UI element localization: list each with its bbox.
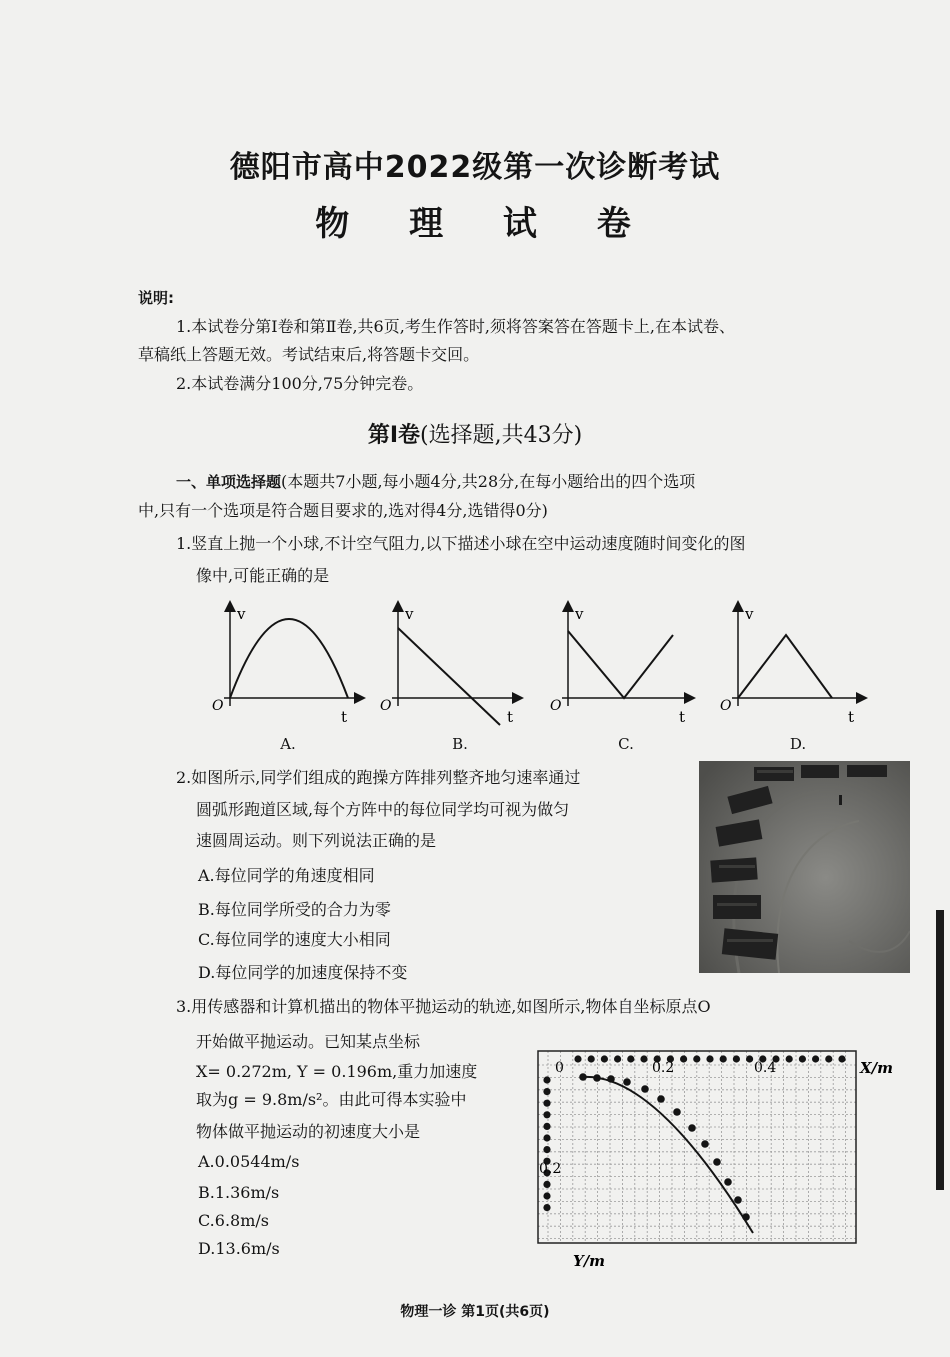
data-dot bbox=[627, 1055, 634, 1062]
q2-option-b: B.每位同学所受的合力为零 bbox=[198, 900, 391, 919]
q3-option-a: A.0.0544m/s bbox=[198, 1152, 300, 1171]
q3-line-2: 开始做平抛运动。已知某点坐标 bbox=[196, 1032, 421, 1051]
data-dot bbox=[825, 1055, 832, 1062]
q3-x-tick-0.4: 0.4 bbox=[754, 1060, 777, 1076]
q3-origin-label: 0 bbox=[555, 1060, 564, 1076]
graph-a bbox=[212, 605, 360, 726]
graph-b-line bbox=[398, 628, 500, 725]
section-heading bbox=[0, 418, 950, 449]
data-dot bbox=[693, 1055, 700, 1062]
notes-line-3: 2.本试卷满分100分,75分钟完卷。 bbox=[176, 374, 424, 393]
q1-graphs bbox=[200, 598, 900, 730]
q3-grid bbox=[538, 1051, 856, 1243]
data-dot bbox=[543, 1181, 550, 1188]
q3-x-tick-0.2: 0.2 bbox=[652, 1060, 675, 1076]
data-dot bbox=[543, 1100, 550, 1107]
exam-subtitle: 物 理 试 卷 bbox=[315, 204, 655, 244]
scan-edge-artifact bbox=[936, 910, 944, 1190]
graph-b-v-label: v bbox=[405, 605, 414, 623]
q3-line-1: 3.用传感器和计算机描出的物体平抛运动的轨迹,如图所示,物体自坐标原点O bbox=[176, 997, 711, 1016]
exam-title: 德阳市高中2022级第一次诊断考试 bbox=[229, 150, 721, 185]
data-dot bbox=[680, 1055, 687, 1062]
data-dot bbox=[614, 1055, 621, 1062]
graph-a-v-label: v bbox=[237, 605, 246, 623]
q3-option-b: B.1.36m/s bbox=[198, 1183, 280, 1202]
data-dot bbox=[641, 1085, 649, 1093]
notes-label: 说明: bbox=[138, 289, 174, 307]
data-dot bbox=[706, 1055, 713, 1062]
q1-option-a: A. bbox=[280, 735, 296, 753]
q2-line-3: 速圆周运动。则下列说法正确的是 bbox=[196, 831, 437, 850]
data-dot bbox=[724, 1178, 732, 1186]
q3-trajectory-curve bbox=[583, 1077, 753, 1233]
q3-y-axis-dots bbox=[543, 1076, 550, 1211]
section-intro-line-1 bbox=[176, 471, 695, 493]
q1-option-c: C. bbox=[618, 735, 634, 753]
q3-trajectory-dots bbox=[579, 1073, 750, 1221]
graph-d-line bbox=[738, 635, 832, 698]
data-dot bbox=[657, 1095, 665, 1103]
q2-photo-running-formation bbox=[699, 761, 910, 973]
section-title-bold: 第Ⅰ卷 bbox=[367, 423, 421, 448]
data-dot bbox=[543, 1134, 550, 1141]
data-dot bbox=[543, 1111, 550, 1118]
data-dot bbox=[623, 1078, 631, 1086]
q3-option-d: D.13.6m/s bbox=[198, 1239, 280, 1258]
data-dot bbox=[799, 1055, 806, 1062]
section-intro-text: (本题共7小题,每小题4分,共28分,在每小题给出的四个选项 bbox=[281, 472, 696, 491]
q2-option-d: D.每位同学的加速度保持不变 bbox=[198, 963, 408, 982]
q3-y-tick-0.2: 0.2 bbox=[539, 1161, 562, 1177]
q3-x-axis-dots bbox=[574, 1055, 845, 1062]
graph-c bbox=[550, 605, 690, 726]
graph-a-origin: O bbox=[212, 698, 224, 714]
data-dot bbox=[734, 1196, 742, 1204]
graph-d-v-label: v bbox=[745, 605, 754, 623]
data-dot bbox=[688, 1124, 696, 1132]
data-dot bbox=[733, 1055, 740, 1062]
graph-b-origin: O bbox=[380, 698, 392, 714]
q2-option-c: C.每位同学的速度大小相同 bbox=[198, 930, 391, 949]
q3-line-4: 取为g = 9.8m/s²。由此可得本实验中 bbox=[196, 1090, 467, 1109]
data-dot bbox=[607, 1075, 615, 1083]
q1-option-d: D. bbox=[789, 735, 807, 753]
data-dot bbox=[640, 1055, 647, 1062]
page-footer: 物理一诊 第1页(共6页) bbox=[400, 1304, 550, 1320]
q3-y-axis-label: Y/m bbox=[573, 1252, 606, 1270]
data-dot bbox=[742, 1213, 750, 1221]
data-dot bbox=[543, 1204, 550, 1211]
q3-line-3: X= 0.272m, Y = 0.196m,重力加速度 bbox=[196, 1062, 478, 1081]
notes-line-2: 草稿纸上答题无效。考试结束后,将答题卡交回。 bbox=[138, 345, 480, 364]
q3-trajectory-graph bbox=[535, 1045, 910, 1277]
graph-c-t-label: t bbox=[679, 708, 686, 726]
q2-line-1: 2.如图所示,同学们组成的跑操方阵排列整齐地匀速率通过 bbox=[176, 768, 581, 787]
data-dot bbox=[543, 1088, 550, 1095]
data-dot bbox=[588, 1055, 595, 1062]
data-dot bbox=[601, 1055, 608, 1062]
graph-d bbox=[720, 605, 862, 726]
data-dot bbox=[838, 1055, 845, 1062]
graph-d-t-label: t bbox=[848, 708, 855, 726]
data-dot bbox=[746, 1055, 753, 1062]
graph-b bbox=[380, 605, 518, 726]
section-title-rest: (选择题,共43分) bbox=[420, 423, 583, 448]
data-dot bbox=[543, 1123, 550, 1130]
q1-line-2: 像中,可能正确的是 bbox=[196, 566, 330, 585]
graph-a-t-label: t bbox=[341, 708, 348, 726]
data-dot bbox=[720, 1055, 727, 1062]
data-dot bbox=[786, 1055, 793, 1062]
graph-d-origin: O bbox=[720, 698, 732, 714]
data-dot bbox=[812, 1055, 819, 1062]
data-dot bbox=[574, 1055, 581, 1062]
section-intro-line-2: 中,只有一个选项是符合题目要求的,选对得4分,选错得0分) bbox=[138, 501, 548, 520]
data-dot bbox=[713, 1158, 721, 1166]
data-dot bbox=[543, 1192, 550, 1199]
data-dot bbox=[543, 1076, 550, 1083]
q1-line-1: 1.竖直上抛一个小球,不计空气阻力,以下描述小球在空中运动速度随时间变化的图 bbox=[176, 534, 746, 553]
graph-c-v-label: v bbox=[575, 605, 584, 623]
graph-c-origin: O bbox=[550, 698, 562, 714]
data-dot bbox=[543, 1146, 550, 1153]
data-dot bbox=[593, 1074, 601, 1082]
q3-option-c: C.6.8m/s bbox=[198, 1211, 269, 1230]
data-dot bbox=[673, 1108, 681, 1116]
q3-x-axis-label: X/m bbox=[860, 1059, 893, 1077]
graph-c-line bbox=[568, 631, 673, 698]
q2-line-2: 圆弧形跑道区域,每个方阵中的每位同学均可视为做匀 bbox=[196, 800, 570, 819]
data-dot bbox=[579, 1073, 587, 1081]
q3-line-5: 物体做平抛运动的初速度大小是 bbox=[196, 1122, 421, 1141]
section-intro-bold: 一、单项选择题 bbox=[176, 473, 282, 491]
q2-option-a: A.每位同学的角速度相同 bbox=[198, 866, 375, 885]
notes-line-1: 1.本试卷分第Ⅰ卷和第Ⅱ卷,共6页,考生作答时,须将答案答在答题卡上,在本试卷、 bbox=[176, 317, 735, 336]
graph-b-t-label: t bbox=[507, 708, 514, 726]
q1-option-b: B. bbox=[452, 735, 468, 753]
data-dot bbox=[701, 1140, 709, 1148]
graph-a-curve bbox=[230, 619, 348, 698]
